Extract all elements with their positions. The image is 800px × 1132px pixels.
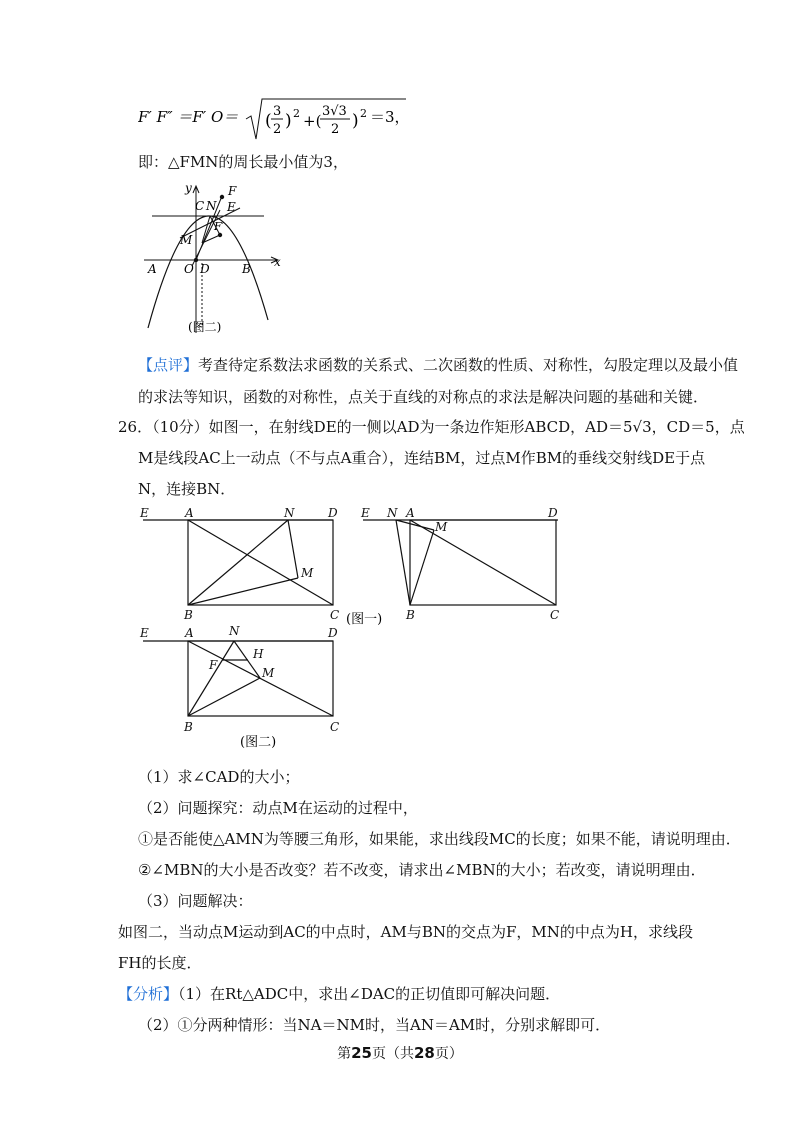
- svg-text:2: 2: [293, 107, 300, 120]
- svg-text:+(: +(: [303, 112, 322, 130]
- label-M: M: [180, 233, 193, 247]
- page-footer: [0, 1043, 800, 1063]
- svg-text:): ): [352, 111, 359, 131]
- total-pages: 28: [414, 1044, 435, 1062]
- comment-line-2: 的求法等知识，函数的对称性，点关于直线的对称点的求法是解决问题的基础和关键．: [138, 388, 709, 406]
- label-x: x: [274, 255, 281, 269]
- fig-top-caption: (图二): [188, 320, 222, 334]
- svg-text:A: A: [406, 506, 415, 520]
- svg-text:D: D: [328, 626, 338, 640]
- problem-line-2: M是线段AC上一动点（不与点A重合），连结BM，过点M作BM的垂线交射线DE于点: [138, 449, 706, 467]
- svg-text:M: M: [301, 566, 314, 580]
- question-2: （2）问题探究：动点M在运动的过程中，: [138, 799, 418, 817]
- comment-text-1: 考查待定系数法求函数的关系式、二次函数的性质、对称性，勾股定理以及最小值: [198, 356, 739, 374]
- svg-text:C: C: [330, 608, 340, 622]
- figure-two: [143, 641, 333, 716]
- frac1-den: 2: [273, 122, 282, 137]
- question-3b: FH的长度．: [118, 954, 202, 972]
- question-2a: ①是否能使△AMN为等腰三角形，如果能，求出线段MC的长度；如果不能，请说明理由．: [138, 830, 741, 848]
- question-1: （1）求∠CAD的大小；: [138, 768, 300, 786]
- svg-text:H: H: [253, 647, 264, 661]
- label-D: D: [200, 262, 210, 276]
- label-B: B: [242, 262, 251, 276]
- figure-rectangles: [138, 502, 568, 752]
- svg-text:E: E: [361, 506, 370, 520]
- svg-text:D: D: [328, 506, 338, 520]
- question-3a: 如图二，当动点M运动到AC的中点时，AM与BN的交点为F，MN的中点为H，求线段: [118, 923, 693, 941]
- svg-text:A: A: [185, 506, 194, 520]
- svg-text:C: C: [330, 720, 340, 734]
- comment-line-1: [138, 355, 738, 375]
- label-E: E: [227, 200, 236, 214]
- svg-text:M: M: [262, 666, 275, 680]
- comment-tag: 【点评】: [138, 356, 199, 374]
- label-O: O: [184, 262, 194, 276]
- svg-text:B: B: [406, 608, 415, 622]
- frac2-num: 3√3: [322, 104, 347, 119]
- svg-text:C: C: [550, 608, 560, 622]
- svg-text:E: E: [140, 626, 149, 640]
- distance-formula: [138, 95, 438, 145]
- figure-parabola: [140, 178, 290, 348]
- formula-lhs: F′ F″ ＝F′ O＝: [138, 108, 239, 126]
- svg-text:B: B: [184, 720, 193, 734]
- label-N: N: [206, 199, 217, 213]
- svg-text:N: N: [387, 506, 398, 520]
- svg-text:): ): [285, 111, 292, 131]
- svg-text:F: F: [209, 658, 218, 672]
- svg-text:(: (: [265, 111, 272, 131]
- footer-mid: 页（共: [372, 1046, 414, 1062]
- label-A: A: [148, 262, 157, 276]
- analysis-text-1: （1）在Rt△ADC中，求出∠DAC的正切值即可解决问题．: [178, 985, 561, 1003]
- min-perimeter-line: 即：△FMN的周长最小值为3，: [138, 153, 348, 171]
- figure-one-right: [363, 520, 558, 605]
- svg-text:D: D: [548, 506, 558, 520]
- label-Fprime: F′: [214, 220, 225, 233]
- page-number: 25: [351, 1044, 372, 1062]
- frac1-num: 3: [273, 104, 282, 119]
- footer-pre: 第: [337, 1046, 352, 1062]
- svg-text:N: N: [284, 506, 295, 520]
- figure-one-left: [143, 520, 333, 605]
- problem-line-1: 26．（10分）如图一，在射线DE的一侧以AD为一条边作矩形ABCD，AD＝5√3，CD＝5，点: [118, 418, 745, 436]
- analysis-tag: 【分析】: [118, 985, 179, 1003]
- label-C: C: [195, 199, 205, 213]
- svg-text:M: M: [435, 520, 448, 534]
- frac2-den: 2: [331, 122, 340, 137]
- fig1-caption: (图一): [346, 612, 383, 627]
- problem-line-3: N，连接BN．: [138, 480, 236, 498]
- analysis-line-2: （2）①分两种情形：当NA＝NM时，当AN＝AM时，分别求解即可．: [138, 1016, 611, 1034]
- question-2b: ②∠MBN的大小是否改变？若不改变，请求出∠MBN的大小；若改变，请说明理由．: [138, 861, 706, 879]
- svg-text:B: B: [184, 608, 193, 622]
- analysis-line-1: [118, 984, 560, 1004]
- label-F: F: [228, 184, 237, 198]
- svg-text:2: 2: [360, 107, 367, 120]
- svg-text:A: A: [185, 626, 194, 640]
- svg-text:N: N: [229, 624, 240, 638]
- label-y: y: [185, 181, 192, 195]
- formula-rhs: ＝3，: [370, 108, 410, 126]
- fig2-caption: (图二): [240, 735, 277, 750]
- svg-text:E: E: [140, 506, 149, 520]
- formula-svg: [138, 95, 438, 145]
- footer-post: 页）: [434, 1046, 463, 1062]
- question-3: （3）问题解决：: [138, 892, 253, 910]
